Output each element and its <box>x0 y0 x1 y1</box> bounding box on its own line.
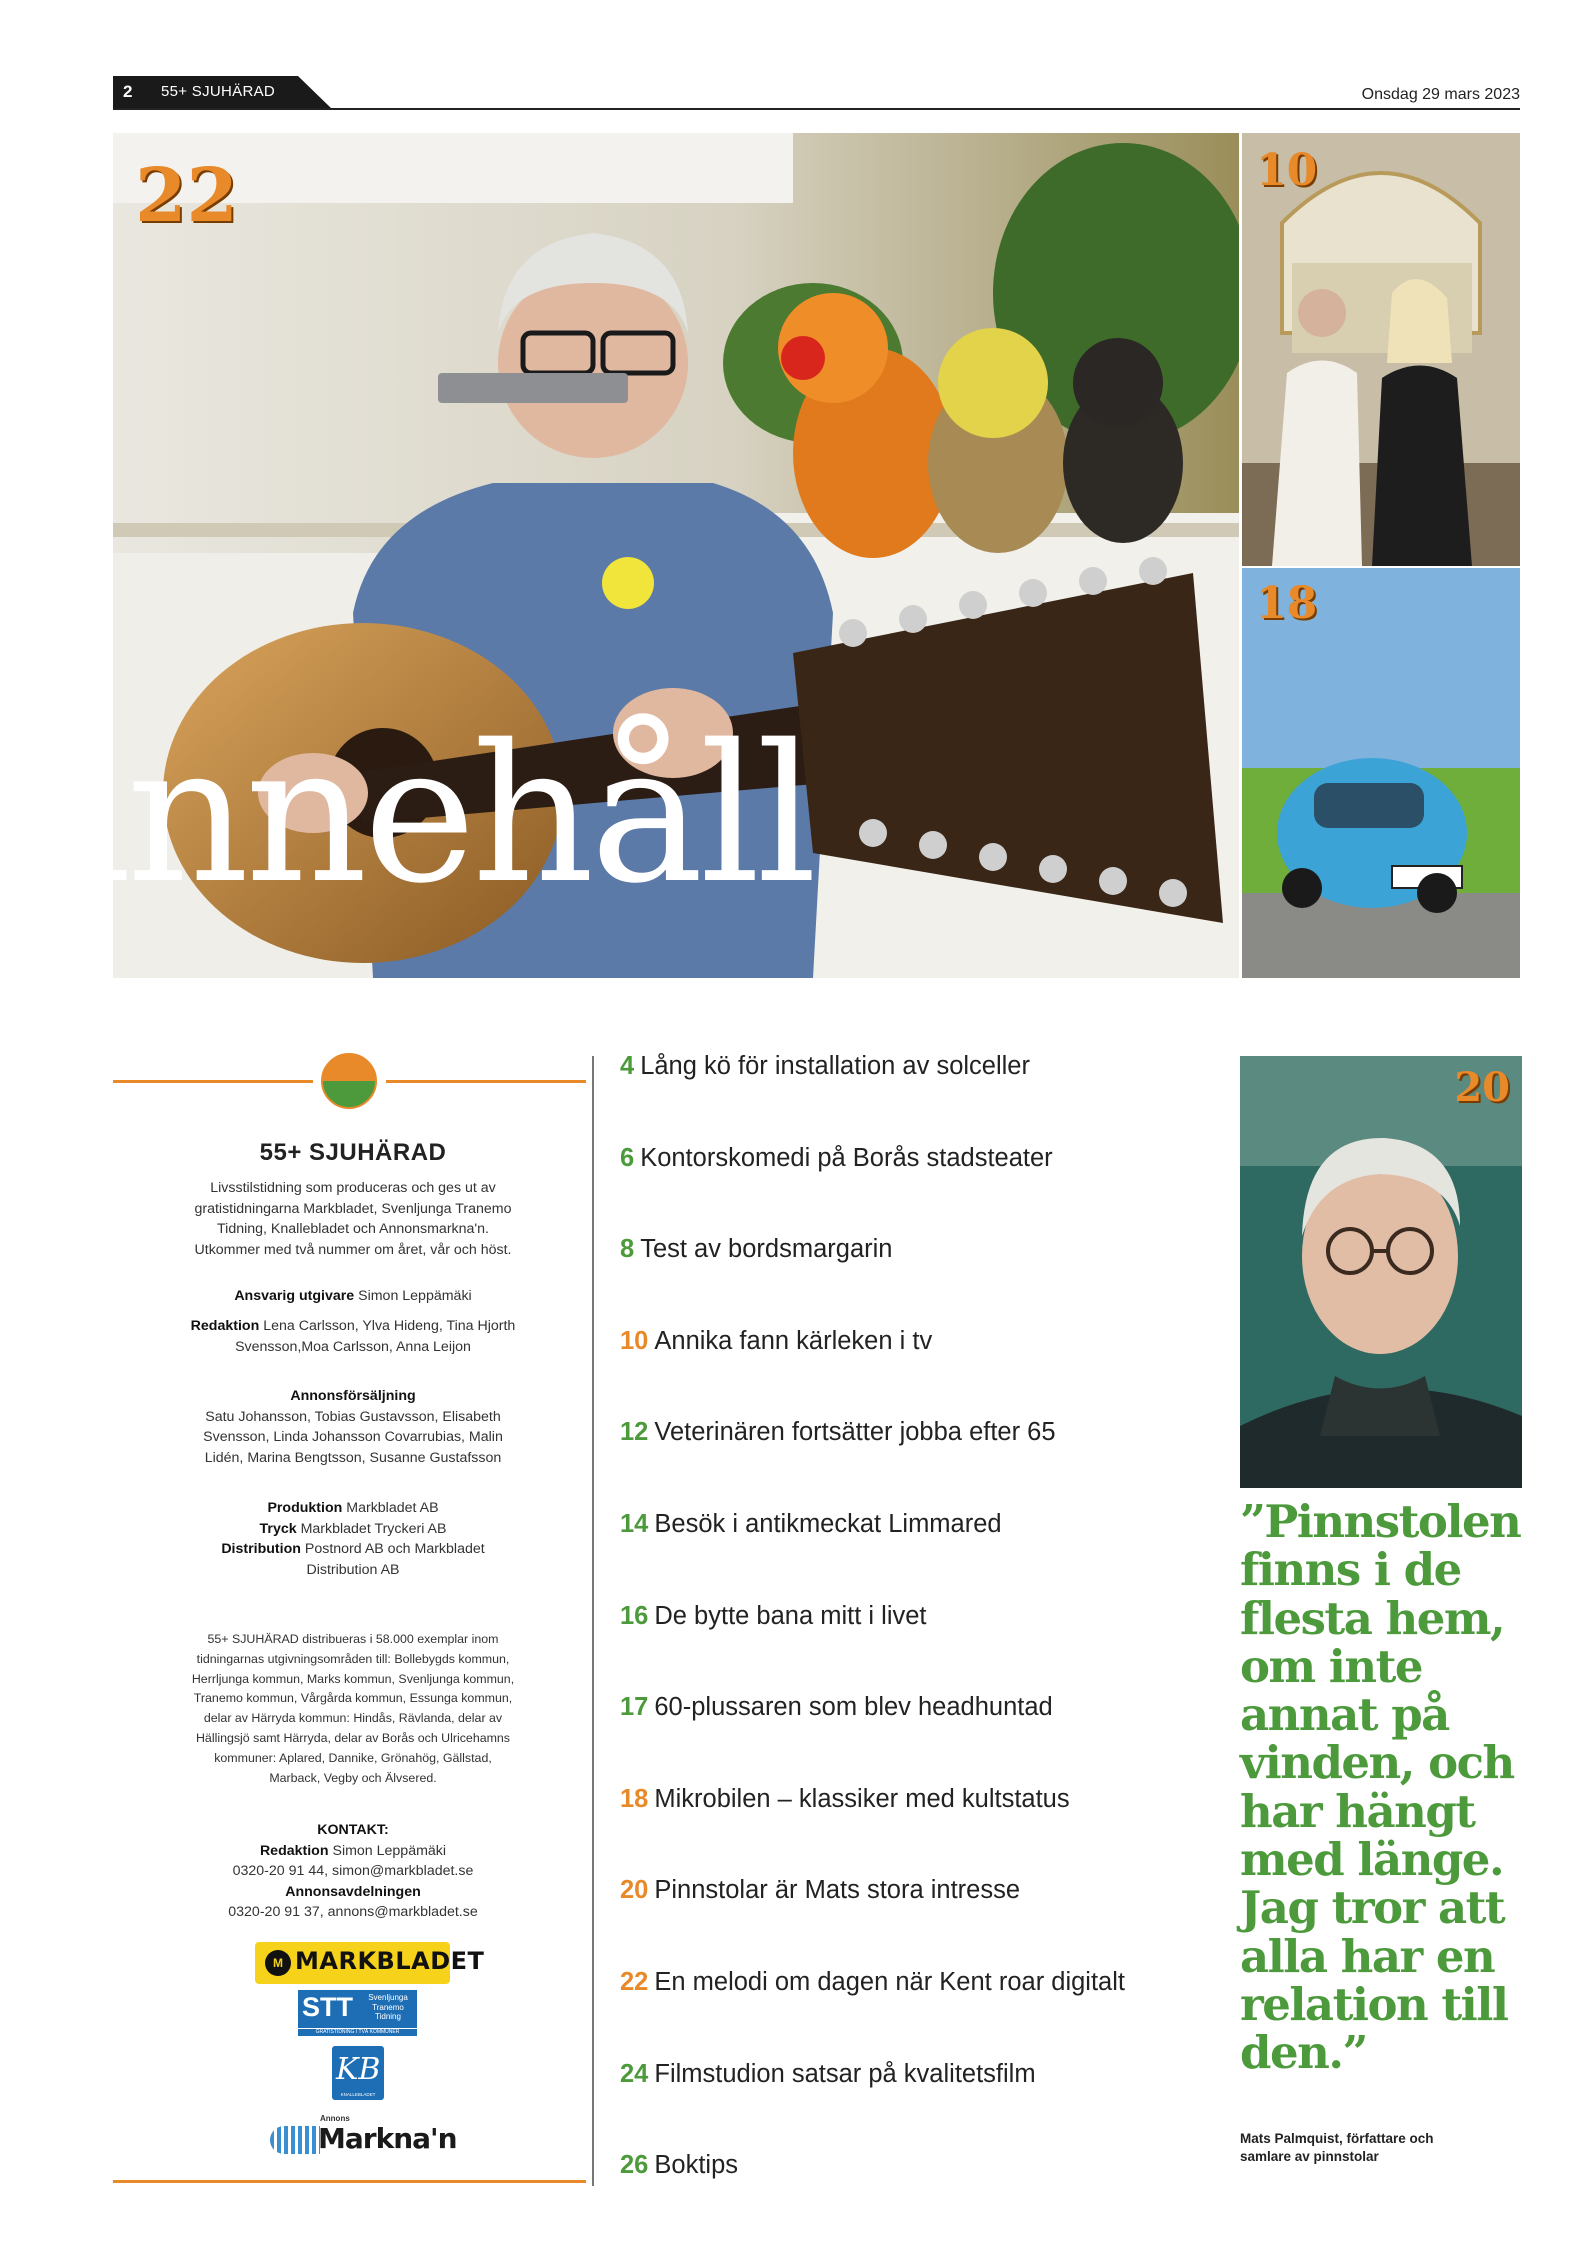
toc-page-number: 18 <box>620 1784 649 1813</box>
sun-logo-icon <box>320 1052 378 1110</box>
toc-title: Lång kö för installation av solceller <box>640 1052 1030 1080</box>
toc-item <box>620 1968 1125 1997</box>
marknan-wordmark: Markna'n <box>318 2122 457 2155</box>
toc-title: Filmstudion satsar på kvalitetsfilm <box>654 2059 1036 2088</box>
print-value: Markbladet Tryckeri AB <box>300 1520 447 1537</box>
toc-title: 60-plussaren som blev headhuntad <box>654 1693 1053 1722</box>
issue-date: Onsdag 29 mars 2023 <box>1361 86 1520 103</box>
toc-item <box>620 1785 1070 1814</box>
production-value: Markbladet AB <box>346 1500 439 1516</box>
toc-title: Pinnstolar är Mats stora intresse <box>654 1876 1021 1905</box>
marknan-stripes-icon <box>270 2126 320 2154</box>
stt-wordmark: STT <box>302 1992 353 2022</box>
masthead-rule-left <box>113 1080 313 1083</box>
stt-logo <box>298 1990 417 2036</box>
markbladet-logo <box>255 1942 485 1984</box>
toc-page-number: 24 <box>620 2059 649 2088</box>
toc-page-number: 4 <box>620 1052 635 1080</box>
toc-item <box>620 1144 1053 1173</box>
annons-label: Annons <box>320 2114 350 2123</box>
toc-page-number: 26 <box>620 2151 649 2180</box>
portrait-illustration <box>1240 1056 1522 1488</box>
toc-page-number: 16 <box>620 1601 649 1630</box>
toc-title: Test av bordsmargarin <box>640 1235 893 1264</box>
publication-name: 55+ SJUHÄRAD <box>161 83 276 100</box>
redaction-label: Redaktion <box>190 1318 260 1334</box>
pull-quote: ”Pinnstolen finns i de flesta hem, om inte annat på vinden, och har hängt med länge. Jag tror att alla har en relation till den.” <box>1240 1495 1521 2080</box>
stt-tagline: GRATISTIDNING I TVÅ KOMMUNER <box>298 2029 417 2036</box>
toc-page-number: 22 <box>620 1968 649 1996</box>
masthead-production <box>190 1498 516 1580</box>
photo-couple <box>1242 133 1520 566</box>
couple-illustration <box>1242 133 1520 566</box>
photo-microcar <box>1242 568 1520 978</box>
toc-page-number: 20 <box>620 1876 649 1905</box>
toc-item <box>620 1693 1053 1722</box>
toc-title: Besök i antikmeckat Limmared <box>654 1510 1002 1538</box>
masthead-rule-right <box>386 1080 586 1083</box>
photo-portrait-mats <box>1240 1056 1522 1488</box>
page-ref-10: 10 <box>1256 145 1318 196</box>
toc-title: Veterinären fortsätter jobba efter 65 <box>654 1418 1056 1447</box>
toc-item <box>620 2151 738 2180</box>
contact-ads-details: 0320-20 91 37, annons@markbladet.se <box>228 1904 478 1920</box>
page-ref-18: 18 <box>1256 578 1318 629</box>
toc-item <box>620 1418 1056 1447</box>
print-label: Tryck <box>259 1520 297 1537</box>
toc-item <box>620 1235 892 1264</box>
masthead-sales <box>190 1386 516 1468</box>
masthead-redaction <box>190 1316 516 1357</box>
toc-title: Annika fann kärleken i tv <box>654 1326 933 1355</box>
page-number: 2 <box>123 82 133 101</box>
stt-subtitle: Svenljunga Tranemo Tidning <box>368 1993 408 2021</box>
toc-title: Mikrobilen – klassiker med kultstatus <box>654 1784 1070 1813</box>
editor-value: Simon Leppämäki <box>358 1288 472 1304</box>
toc-page-number: 6 <box>620 1143 635 1172</box>
kb-wordmark: KB <box>336 2052 381 2087</box>
masthead-title: 55+ SJUHÄRAD <box>259 1139 447 1166</box>
knallebladet-logo <box>332 2046 384 2100</box>
toc-item <box>620 1327 932 1356</box>
masthead-editor <box>190 1286 516 1307</box>
microcar-illustration <box>1242 568 1520 978</box>
markbladet-mark-icon: M <box>265 1950 291 1976</box>
editor-label: Ansvarig utgivare <box>234 1288 355 1304</box>
contact-red-name: Simon Leppämäki <box>332 1842 447 1859</box>
masthead-circulation: 55+ SJUHÄRAD distribueras i 58.000 exemplar inom tidningarnas utgivningsområden till: Bollebygds kommun, Herrljunga kommun, Marks kommun, Svenljunga kommun, Tranemo kommun, Vårgårda kommun, Essunga kommun, delar av Härryda kommun: Hindås, Rävlanda, delar av Hällingsjö samt Härryda, delar av Borås och Ulricehamns kommuner: Aplared, Dannike, Grönahög, Gällstad, Marback, Vegby och Älvsered. <box>191 1632 515 1785</box>
contact-red-details: 0320-20 91 44, simon@markbladet.se <box>232 1863 474 1879</box>
contact-red-label: Redaktion <box>259 1842 329 1859</box>
production-label: Produktion <box>267 1500 343 1516</box>
page-ref-20: 20 <box>1454 1064 1510 1111</box>
kb-subtitle: KNALLEBLADET <box>340 2092 376 2097</box>
page-header-tab <box>113 76 333 110</box>
contact-ads-label: Annonsavdelningen <box>285 1883 421 1900</box>
toc-title: Kontorskomedi på Borås stadsteater <box>640 1143 1053 1172</box>
distribution-label: Distribution <box>221 1541 301 1557</box>
header-rule <box>113 108 1520 110</box>
toc-item <box>620 1876 1020 1905</box>
markbladet-wordmark: MARKBLADET <box>295 1947 485 1975</box>
masthead-contact <box>190 1820 516 1923</box>
masthead-intro: Livsstilstidning som produceras och ges ut av gratistidningarna Markbladet, Svenljunga Tranemo Tidning, Knallebladet och Annonsmarkna'n. Utkommer med två nummer om året, vår och höst. <box>194 1180 512 1258</box>
toc-page-number: 17 <box>620 1693 649 1722</box>
toc-page-number: 8 <box>620 1235 635 1264</box>
toc-item <box>620 1602 927 1631</box>
toc-item <box>620 2060 1036 2089</box>
toc-page-number: 14 <box>620 1510 649 1538</box>
distribution-value: Postnord AB och Markbladet Distribution AB <box>304 1541 485 1578</box>
section-heading-innehall: innehåll <box>70 704 814 925</box>
redaction-value: Lena Carlsson, Ylva Hideng, Tina Hjorth Svensson,Moa Carlsson, Anna Leijon <box>235 1318 516 1355</box>
toc-title: Boktips <box>654 2151 738 2180</box>
contact-heading: KONTAKT: <box>317 1822 389 1838</box>
toc-page-number: 12 <box>620 1418 649 1447</box>
toc-title: De bytte bana mitt i livet <box>654 1601 927 1630</box>
left-column-bottom-rule <box>113 2180 586 2183</box>
toc-item <box>620 1510 1002 1539</box>
column-divider <box>592 1056 594 2186</box>
toc-item <box>620 1052 1030 1081</box>
toc-title: En melodi om dagen när Kent roar digitalt <box>654 1968 1125 1996</box>
toc-page-number: 10 <box>620 1326 649 1355</box>
sales-value: Satu Johansson, Tobias Gustavsson, Elisabeth Svensson, Linda Johansson Covarrubias, Malin Lidén, Marina Bengtsson, Susanne Gustafsson <box>203 1408 503 1466</box>
pull-quote-attribution: Mats Palmquist, författare och samlare av pinnstolar <box>1240 2131 1434 2164</box>
sales-label: Annonsförsäljning <box>290 1388 416 1404</box>
annonsmarknan-logo <box>270 2114 457 2158</box>
page-ref-22: 22 <box>135 153 238 239</box>
